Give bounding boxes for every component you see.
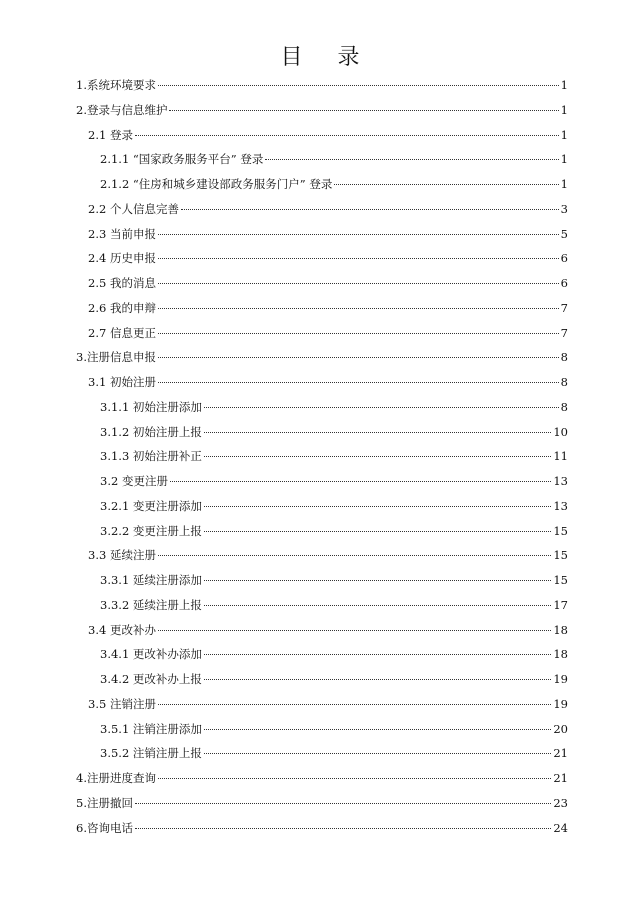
toc-page-number: 18 [553,647,568,662]
dot-leader [135,803,551,804]
toc-page-number: 5 [560,226,568,241]
toc-entry-text[interactable]: 3.注册信息申报 [76,350,156,365]
toc-title: 目 录 [280,45,374,70]
toc-entry[interactable] [0,420,640,445]
toc-entry[interactable] [0,816,640,841]
toc-page-number: 13 [553,498,568,513]
dot-leader [204,580,551,581]
toc-entry-text[interactable]: 2.1.2 “住房和城乡建设部政务服务门户” 登录 [100,177,333,191]
dot-leader [334,184,558,185]
toc-entry[interactable] [0,618,640,643]
toc-page-number: 17 [553,597,568,612]
dot-leader [158,704,551,705]
toc-entry-text[interactable]: 5.注册撤回 [76,795,133,810]
toc-page-number: 6 [560,251,568,266]
toc-entry[interactable] [0,717,640,742]
toc-page-number: 15 [553,573,568,587]
dot-leader [158,778,551,779]
dot-leader [170,481,551,482]
dot-leader [204,729,551,730]
toc-entry-text[interactable]: 2.7 信息更正 [88,325,156,340]
toc-page-number: 7 [560,300,568,315]
toc-page-number: 8 [560,375,568,389]
dot-leader [158,234,559,235]
toc-entry[interactable] [0,766,640,791]
toc-entry[interactable] [0,667,640,692]
toc-entry-text[interactable]: 3.3.1 延续注册添加 [100,573,202,587]
toc-entry-text[interactable]: 3.1 初始注册 [88,375,156,389]
toc-entry-text[interactable]: 3.2.2 变更注册上报 [100,523,202,538]
dot-leader [158,555,551,556]
toc-entry-text[interactable]: 3.4.1 更改补办添加 [100,647,202,662]
table-of-contents [0,73,640,840]
toc-entry-text[interactable]: 2.5 我的消息 [88,276,156,290]
toc-page-number: 19 [553,672,568,686]
toc-page-number: 20 [553,721,568,736]
toc-page-number: 3 [560,201,568,216]
toc-page-number: 19 [553,696,568,711]
toc-entry[interactable] [0,568,640,593]
toc-page-number: 11 [553,449,568,464]
toc-page-number: 21 [553,771,568,785]
dot-leader [135,828,551,829]
toc-entry[interactable] [0,321,640,346]
toc-entry[interactable] [0,642,640,667]
toc-entry-text[interactable]: 3.1.1 初始注册添加 [100,399,202,414]
toc-entry[interactable] [0,345,640,370]
dot-leader [181,209,559,210]
toc-page-number: 8 [560,350,568,365]
dot-leader [158,258,559,259]
toc-entry-text[interactable]: 2.4 历史申报 [88,251,156,266]
toc-page-number: 15 [553,548,568,563]
dot-leader [158,357,559,358]
toc-entry[interactable] [0,494,640,519]
toc-entry-text[interactable]: 4.注册进度查询 [76,771,156,785]
toc-entry-text[interactable]: 2.6 我的申辩 [88,300,156,315]
toc-entry-text[interactable]: 2.2 个人信息完善 [88,201,179,216]
dot-leader [204,753,551,754]
toc-entry-text[interactable]: 3.4.2 更改补办上报 [100,672,202,686]
toc-page-number: 15 [553,523,568,538]
toc-entry-text[interactable]: 6.咨询电话 [76,820,133,835]
toc-entry[interactable] [0,172,640,197]
toc-page-number: 6 [560,276,568,290]
dot-leader [204,679,551,680]
dot-leader [169,110,558,111]
dot-leader [158,283,559,284]
toc-page-number: 1 [560,127,568,142]
dot-leader [204,407,559,408]
dot-leader [265,159,558,160]
toc-entry-text[interactable]: 3.1.2 初始注册上报 [100,424,202,439]
toc-page-number: 1 [560,102,568,117]
toc-page-number: 1 [560,78,568,92]
toc-entry-text[interactable]: 3.2.1 变更注册添加 [100,498,202,513]
toc-page-number: 21 [553,746,568,761]
dot-leader [204,605,551,606]
toc-entry-text[interactable]: 3.3 延续注册 [88,548,156,563]
dot-leader [204,506,551,507]
toc-entry[interactable] [0,271,640,296]
toc-entry-text[interactable]: 3.5.2 注销注册上报 [100,746,202,761]
toc-entry[interactable] [0,197,640,222]
toc-page-number: 8 [560,399,568,414]
toc-entry[interactable] [0,543,640,568]
toc-entry-text[interactable]: 3.3.2 延续注册上报 [100,597,202,612]
toc-entry[interactable] [0,222,640,247]
dot-leader [158,630,551,631]
toc-entry[interactable] [0,73,640,98]
dot-leader [204,531,551,532]
toc-entry[interactable] [0,98,640,123]
toc-entry[interactable] [0,246,640,271]
toc-entry[interactable] [0,444,640,469]
toc-entry[interactable] [0,370,640,395]
dot-leader [204,456,551,457]
toc-entry-text[interactable]: 2.1.1 “国家政务服务平台” 登录 [100,152,264,167]
toc-entry[interactable] [0,692,640,717]
dot-leader [204,654,551,655]
toc-page-number: 24 [553,820,568,835]
toc-entry-text[interactable]: 3.1.3 初始注册补正 [100,449,202,464]
toc-entry-text[interactable]: 3.2 变更注册 [100,474,168,488]
dot-leader [158,85,559,86]
dot-leader [158,382,559,383]
toc-entry[interactable] [0,123,640,148]
toc-page-number: 7 [560,325,568,340]
toc-entry-text[interactable]: 2.3 当前申报 [88,226,156,241]
toc-page-number: 13 [553,474,568,488]
toc-entry-text[interactable]: 2.1 登录 [88,127,133,142]
dot-leader [158,333,559,334]
toc-entry-text[interactable]: 3.5.1 注销注册添加 [100,721,202,736]
toc-page-number: 18 [553,622,568,637]
toc-entry[interactable] [0,741,640,766]
toc-page-number: 10 [553,424,568,439]
dot-leader [135,135,559,136]
toc-page-number: 1 [560,177,568,191]
toc-page-number: 1 [560,152,568,167]
toc-entry-text[interactable]: 3.5 注销注册 [88,696,156,711]
dot-leader [158,308,559,309]
toc-entry-text[interactable]: 3.4 更改补办 [88,622,156,637]
toc-entry[interactable] [0,791,640,816]
toc-entry-text[interactable]: 2.登录与信息维护 [76,102,168,117]
toc-entry[interactable] [0,296,640,321]
toc-entry[interactable] [0,593,640,618]
dot-leader [204,432,551,433]
toc-entry[interactable] [0,147,640,172]
toc-entry[interactable] [0,469,640,494]
toc-entry[interactable] [0,395,640,420]
toc-entry[interactable] [0,519,640,544]
toc-entry-text[interactable]: 1.系统环境要求 [76,78,156,92]
toc-page-number: 23 [553,795,568,810]
